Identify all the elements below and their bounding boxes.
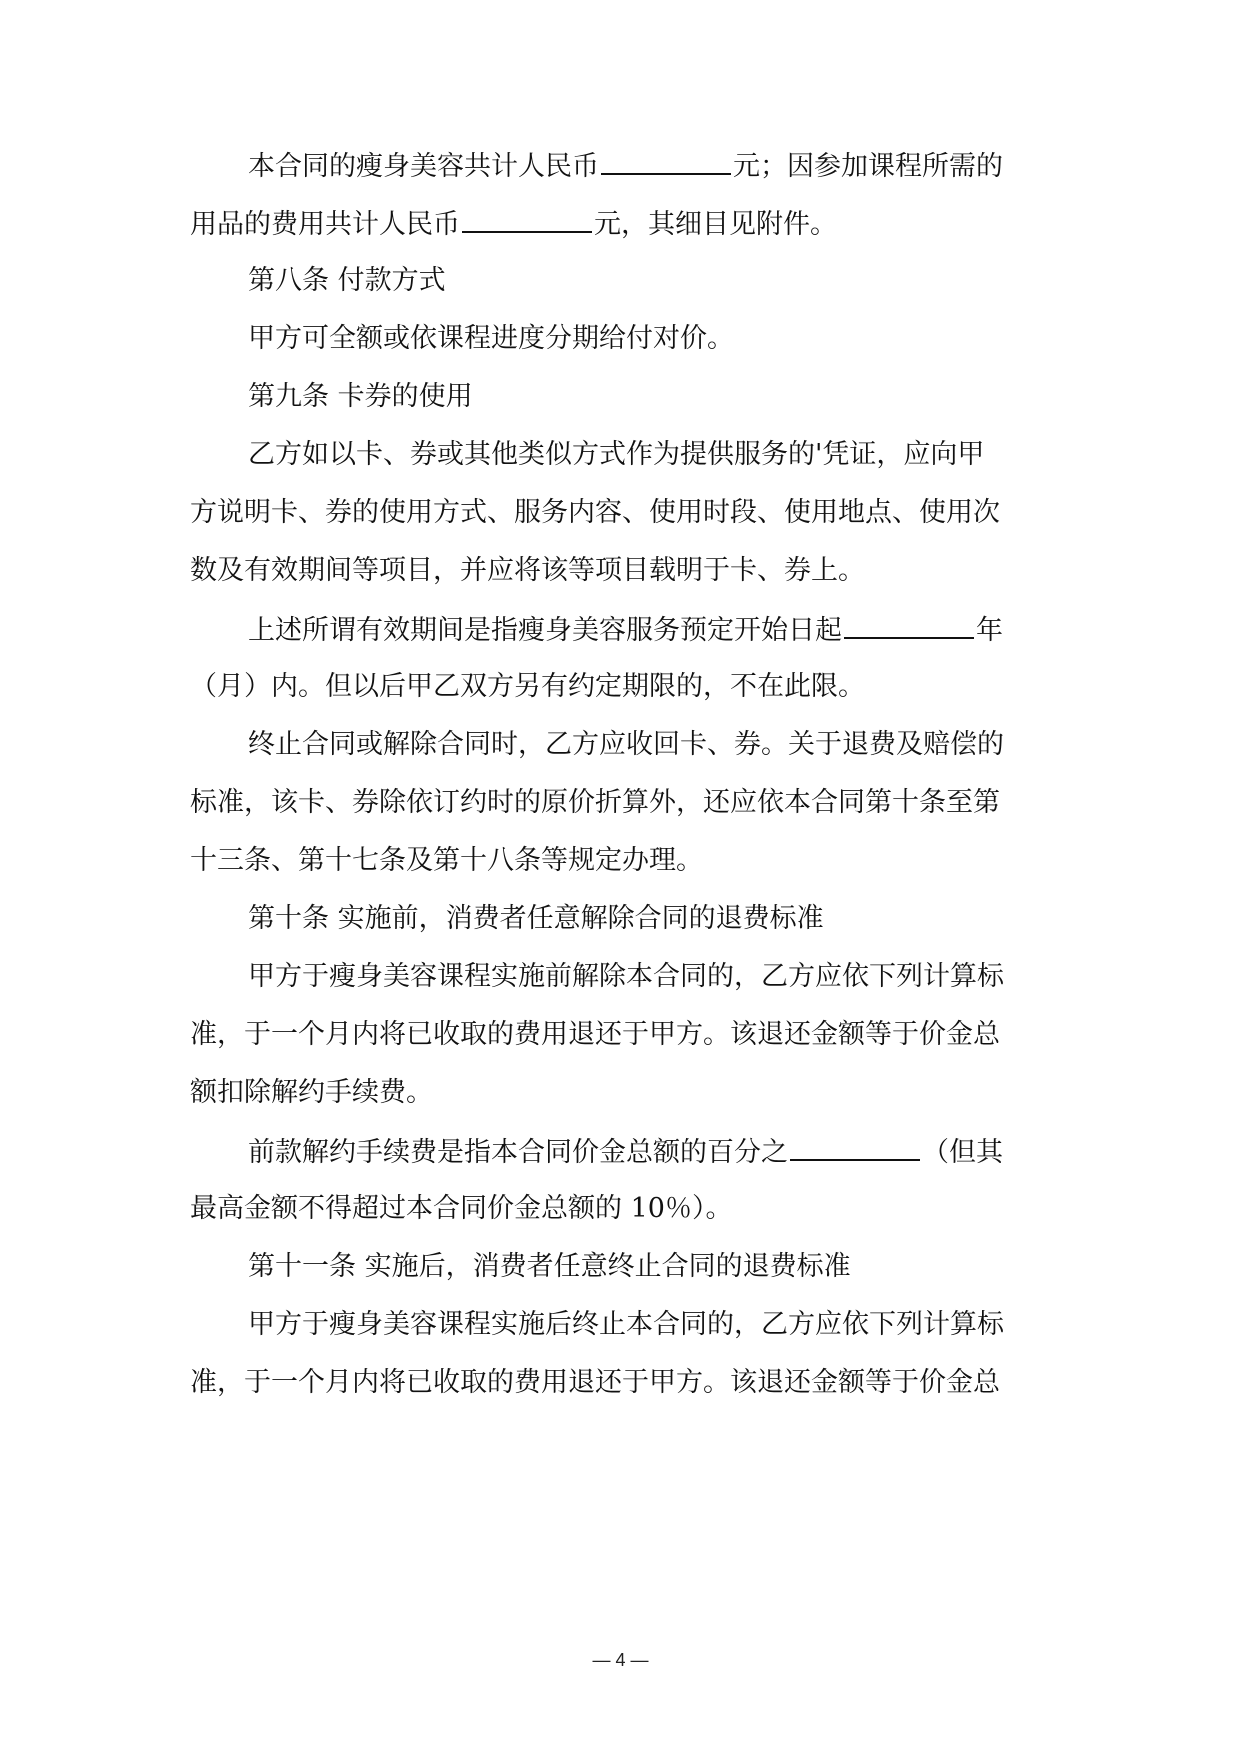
line-text: 前款解约手续费是指本合同价金总额的百分之	[248, 1137, 788, 1168]
paragraph-line	[190, 205, 837, 241]
paragraph-line: 甲方于瘦身美容课程实施前解除本合同的，乙方应依下列计算标	[248, 961, 1004, 992]
line-text: 上述所谓有效期间是指瘦身美容服务预定开始日起	[248, 615, 842, 646]
article-heading: 第九条 卡券的使用	[248, 381, 473, 412]
fill-in-blank	[790, 1133, 920, 1161]
paragraph-line	[248, 1133, 1003, 1169]
fill-in-blank	[844, 611, 974, 639]
article-heading: 第八条 付款方式	[248, 265, 446, 296]
paragraph-line: 标准，该卡、券除依订约时的原价折算外，还应依本合同第十条至第	[190, 787, 1000, 818]
paragraph-line: 甲方于瘦身美容课程实施后终止本合同的，乙方应依下列计算标	[248, 1309, 1004, 1340]
article-heading: 第十一条 实施后，消费者任意终止合同的退费标准	[248, 1251, 851, 1282]
paragraph-line: 方说明卡、券的使用方式、服务内容、使用时段、使用地点、使用次	[190, 497, 1000, 528]
paragraph-line: 准，于一个月内将已收取的费用退还于甲方。该退还金额等于价金总	[190, 1019, 1000, 1050]
paragraph-line: （月）内。但以后甲乙双方另有约定期限的，不在此限。	[190, 671, 865, 702]
paragraph-line	[248, 147, 1003, 183]
page-number: — 4 —	[592, 1650, 649, 1670]
paragraph-line: 乙方如以卡、券或其他类似方式作为提供服务的'凭证，应向甲	[248, 439, 985, 470]
paragraph-line	[248, 611, 1003, 647]
paragraph-line: 数及有效期间等项目，并应将该等项目载明于卡、券上。	[190, 555, 865, 586]
paragraph-line: 准，于一个月内将已收取的费用退还于甲方。该退还金额等于价金总	[190, 1367, 1000, 1398]
line-text: （但其	[922, 1137, 1003, 1168]
paragraph-line: 终止合同或解除合同时，乙方应收回卡、券。关于退费及赔偿的	[248, 729, 1004, 760]
fill-in-blank	[462, 205, 592, 233]
line-text: 本合同的瘦身美容共计人民币	[248, 151, 599, 182]
fill-in-blank	[601, 147, 731, 175]
paragraph-line: 甲方可全额或依课程进度分期给付对价。	[248, 323, 734, 354]
line-text: 元，其细目见附件。	[594, 209, 837, 240]
paragraph-line: 十三条、第十七条及第十八条等规定办理。	[190, 845, 703, 876]
line-text: 用品的费用共计人民币	[190, 209, 460, 240]
line-text: 年	[976, 615, 1003, 646]
paragraph-line: 额扣除解约手续费。	[190, 1077, 433, 1108]
article-heading: 第十条 实施前，消费者任意解除合同的退费标准	[248, 903, 824, 934]
line-text: 元；因参加课程所需的	[733, 151, 1003, 182]
paragraph-line: 最高金额不得超过本合同价金总额的 10％）。	[190, 1193, 733, 1224]
